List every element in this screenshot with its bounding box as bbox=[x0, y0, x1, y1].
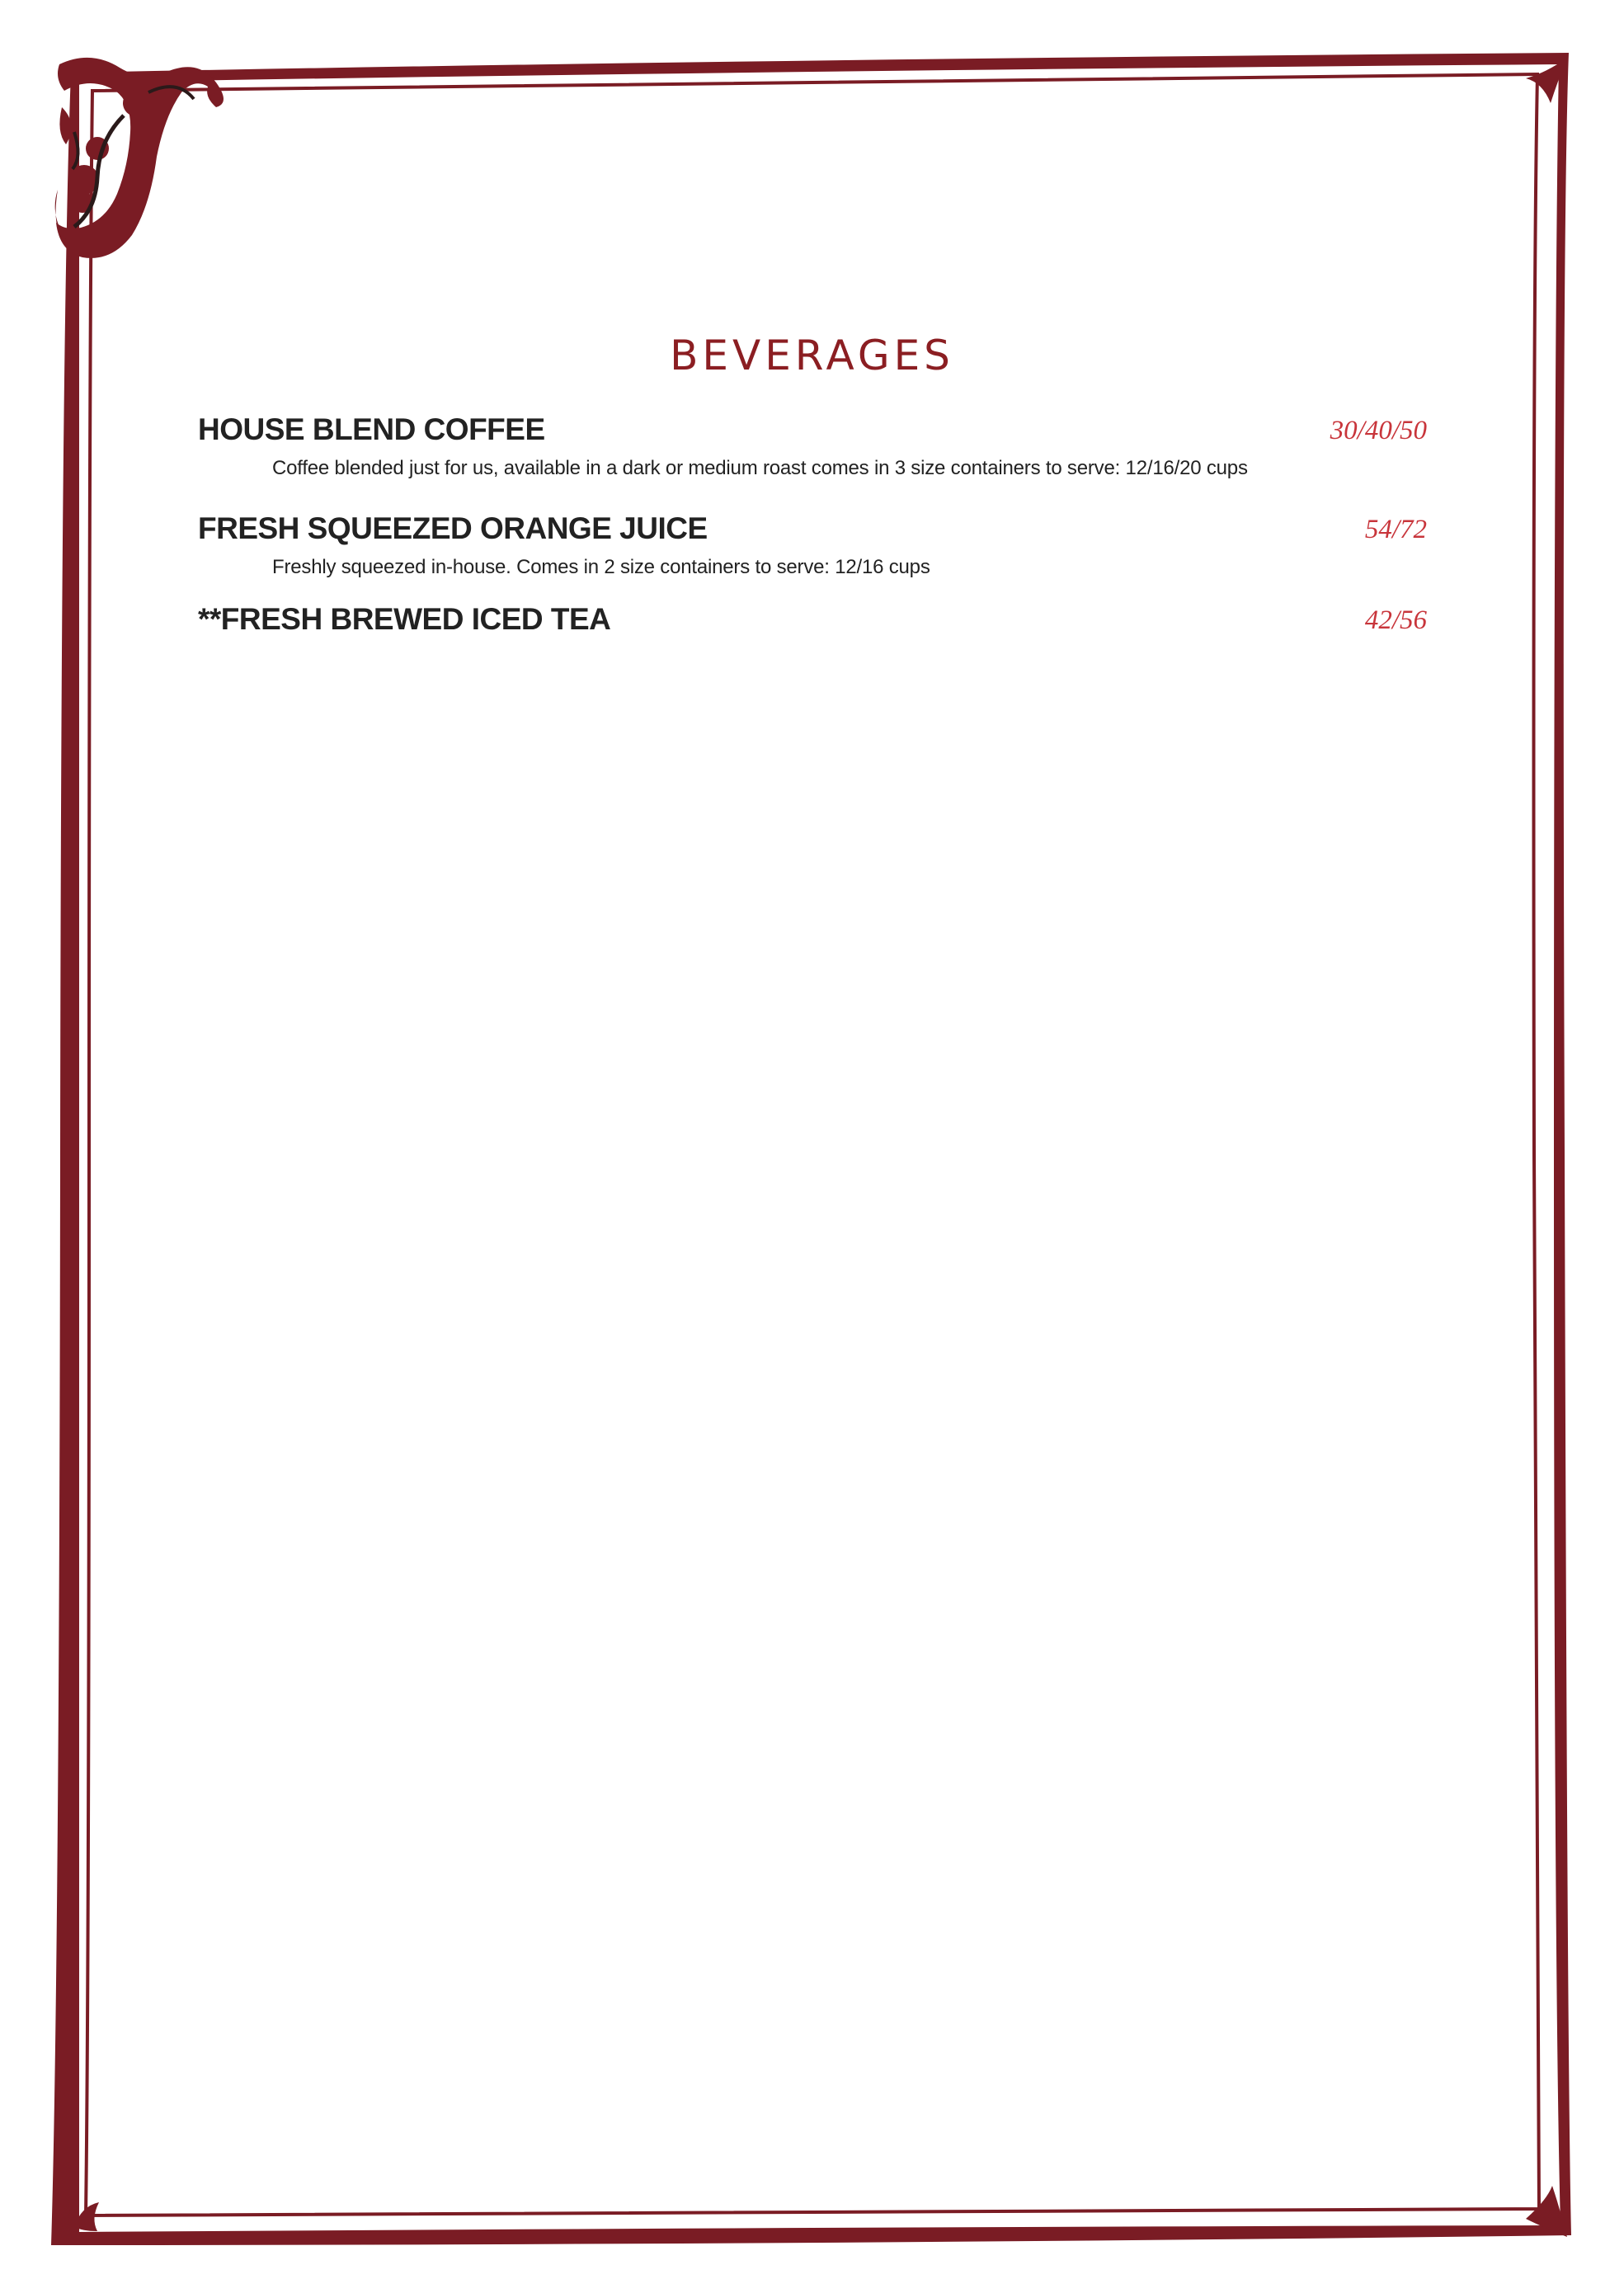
menu-item-name: HOUSE BLEND COFFEE bbox=[198, 412, 545, 446]
frame-inner-line bbox=[86, 74, 1539, 2215]
menu-item bbox=[198, 412, 1427, 480]
menu-item bbox=[198, 511, 1427, 579]
menu-item-name: **FRESH BREWED ICED TEA bbox=[198, 602, 611, 636]
menu-item bbox=[198, 602, 1427, 645]
corner-ornament-top-left bbox=[55, 58, 224, 258]
menu-item-price: 42/56 bbox=[1364, 605, 1427, 635]
menu-item-price: 30/40/50 bbox=[1330, 416, 1427, 445]
menu-item-name: FRESH SQUEEZED ORANGE JUICE bbox=[198, 511, 708, 545]
frame-outer-border bbox=[51, 53, 1571, 2245]
menu-item-description: Freshly squeezed in-house. Comes in 2 size containers to serve: 12/16 cups bbox=[272, 556, 930, 578]
menu-item-price: 54/72 bbox=[1364, 515, 1427, 544]
menu-section-title: BEVERAGES bbox=[670, 332, 954, 379]
menu-item-description: Coffee blended just for us, available in a dark or medium roast comes in 3 size containers to serve: 12/16/20 cups bbox=[272, 457, 1248, 479]
